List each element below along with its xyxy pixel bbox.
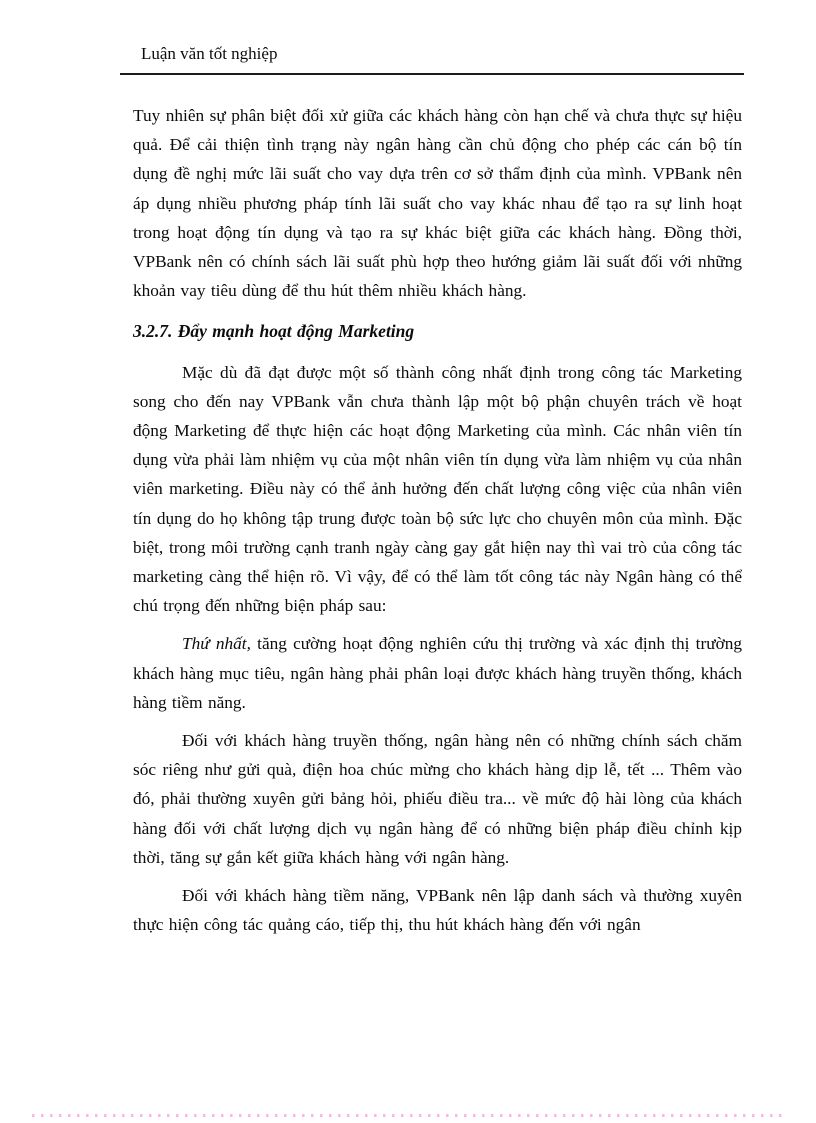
body-paragraph: Mặc dù đã đạt được một số thành công nhất định trong công tác Marketing song cho đến nay VPBank vẫn chưa thành lập một bộ phận chuyên trách về hoạt động Marketing để thực hiện các hoạt động Marketing của mình. Các nhân viên tín dụng vừa phải làm nhiệm vụ của một nhân viên tín dụng vừa làm nhiệm vụ của nhân viên marketing. Điều này có thể ảnh hưởng đến chất lượng công việc của nhân viên tín dụng do họ không tập trung được toàn bộ sức lực cho chuyên môn của mình. Đặc biệt, trong môi trường cạnh tranh ngày càng gay gắt hiện nay thì vai trò của công tác marketing càng thể hiện rõ. Vì vậy, để có thể làm tốt công tác này Ngân hàng có thể chú trọng đến những biện pháp sau: — [133, 362, 742, 616]
body-paragraph: Đối với khách hàng truyền thống, ngân hàng nên có những chính sách chăm sóc riêng như gửi quà, điện hoa chúc mừng cho khách hàng dịp lễ, tết ... Thêm vào đó, phải thường xuyên gửi bảng hỏi, phiếu điều tra... về mức độ hài lòng của khách hàng đối với chất lượng dịch vụ ngân hàng để có những biện pháp điều chỉnh kịp thời, tăng sự gắn kết giữa khách hàng với ngân hàng. — [133, 731, 742, 867]
section-heading: 3.2.7. Đẩy mạnh hoạt động Marketing — [133, 321, 415, 342]
paragraph-lead-italic: Thứ nhất, — [182, 634, 251, 654]
body-paragraph: Đối với khách hàng tiềm năng, VPBank nên lập danh sách và thường xuyên thực hiện công tác quảng cáo, tiếp thị, thu hút khách hàng đến với ngân — [133, 886, 742, 935]
header-title: Luận văn tốt nghiệp — [141, 44, 278, 63]
body-paragraph: Tuy nhiên sự phân biệt đối xử giữa các khách hàng còn hạn chế và chưa thực sự hiệu quả. Để cải thiện tình trạng này ngân hàng cần chủ động cho phép các cán bộ tín dụng đề nghị mức lãi suất cho vay dựa trên cơ sở thẩm định của mình. VPBank nên áp dụng nhiều phương pháp tính lãi suất cho vay khác nhau để tạo ra sự linh hoạt trong hoạt động tín dụng và tạo ra sự khác biệt giữa các khách hàng. Đồng thời, VPBank nên có chính sách lãi suất phù hợp theo hướng giảm lãi suất đối với những khoản vay tiêu dùng để thu hút thêm nhiều khách hàng. — [133, 106, 742, 301]
paragraph-text: tăng cường hoạt động nghiên cứu thị trường và xác định thị trường khách hàng mục tiêu, ngân hàng phải phân loại được khách hàng truyền thống, khách hàng tiềm năng. — [133, 634, 742, 712]
footer-dotted-line — [32, 1114, 784, 1117]
document-body — [133, 101, 742, 948]
body-paragraph — [133, 629, 742, 717]
page-header — [120, 42, 744, 75]
